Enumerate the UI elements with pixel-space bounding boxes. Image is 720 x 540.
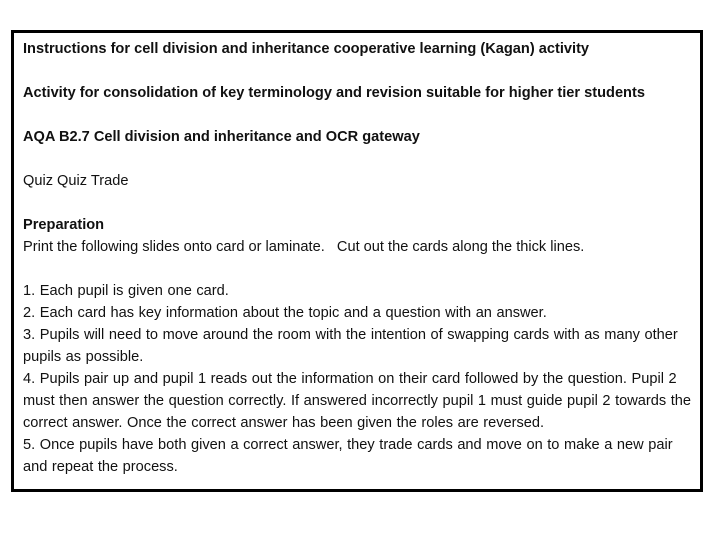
step-2: 2. Each card has key information about the topic and a question with an answer. xyxy=(23,305,547,321)
step-3: 3. Pupils will need to move around the room with the intention of swapping cards with as many other pupils as possible. xyxy=(23,327,678,365)
specification-line: AQA B2.7 Cell division and inheritance and OCR gateway xyxy=(23,129,420,145)
spacer xyxy=(23,148,700,170)
document-subtitle: Activity for consolidation of key terminology and revision suitable for higher tier students xyxy=(23,85,645,101)
preparation-text: Print the following slides onto card or laminate. Cut out the cards along the thick lines. xyxy=(23,239,585,255)
document-title: Instructions for cell division and inheritance cooperative learning (Kagan) activity xyxy=(23,41,590,57)
activity-name: Quiz Quiz Trade xyxy=(23,173,129,189)
preparation-heading: Preparation xyxy=(23,217,105,233)
step-4: 4. Pupils pair up and pupil 1 reads out the information on their card followed by the question. Pupil 2 must then answer the question correctly. If answered incorrectly pupil 1 must guide pupil 2 towards the correct answer. Once the correct answer has been given the roles are reversed. xyxy=(23,371,692,431)
spacer xyxy=(23,258,700,280)
step-1: 1. Each pupil is given one card. xyxy=(23,283,229,299)
spacer xyxy=(23,60,700,82)
step-5: 5. Once pupils have both given a correct answer, they trade cards and move on to make a new pair and repeat the process. xyxy=(23,437,673,475)
spacer xyxy=(23,192,700,214)
instruction-sheet xyxy=(11,30,703,492)
spacer xyxy=(23,104,700,126)
